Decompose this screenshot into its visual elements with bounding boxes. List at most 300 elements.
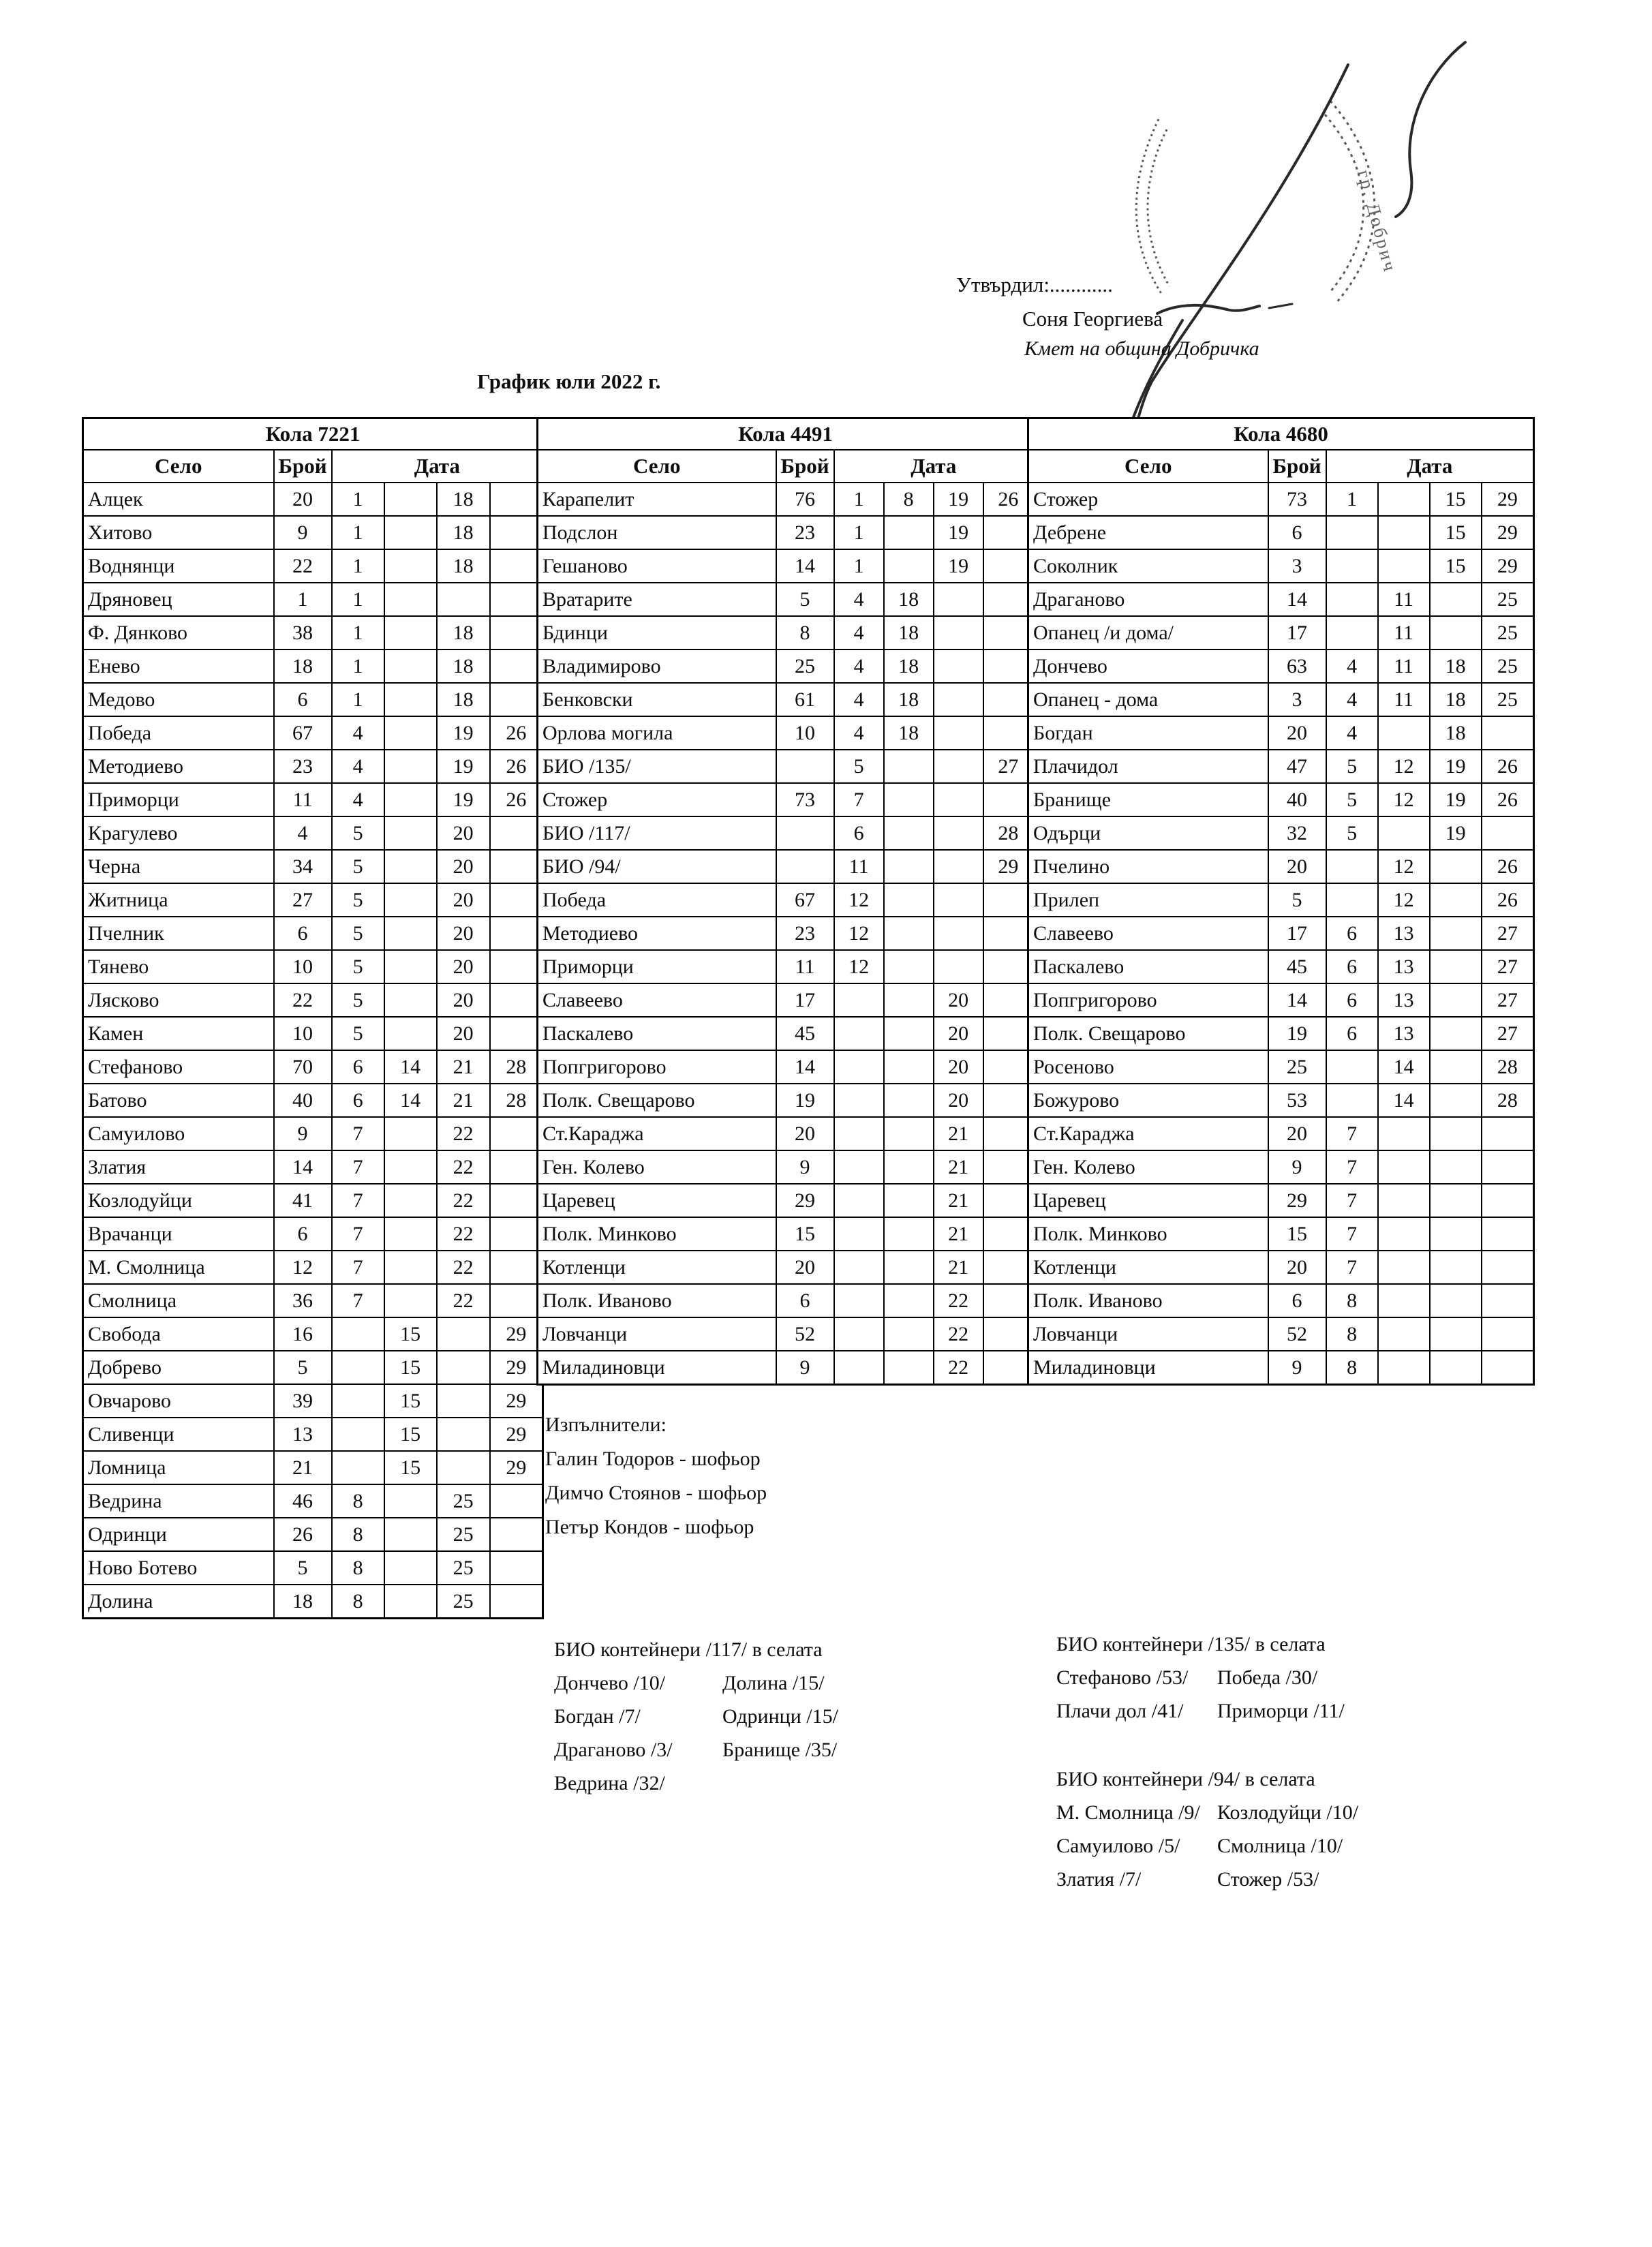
village-cell: Лясково: [83, 983, 274, 1017]
date-cell: [884, 1351, 934, 1385]
count-cell: 29: [776, 1184, 834, 1217]
village-cell: Приморци: [538, 950, 776, 983]
date-cell: [1378, 816, 1430, 850]
stamp-left-arc-icon: [1136, 119, 1169, 294]
date-cell: 26: [1482, 883, 1534, 917]
count-cell: 32: [1268, 816, 1326, 850]
village-cell: Плачидол: [1028, 750, 1268, 783]
date-cell: [490, 950, 543, 983]
date-cell: [1430, 983, 1482, 1017]
date-cell: 8: [332, 1484, 384, 1518]
date-cell: [983, 783, 1034, 816]
village-cell: Победа: [538, 883, 776, 917]
table-row: [538, 816, 1034, 850]
date-cell: [934, 716, 983, 750]
date-cell: 22: [934, 1351, 983, 1385]
date-cell: [384, 1484, 437, 1518]
date-cell: 14: [384, 1050, 437, 1084]
date-cell: 22: [437, 1251, 490, 1284]
date-cell: [983, 1251, 1034, 1284]
date-cell: 19: [1430, 816, 1482, 850]
count-cell: 23: [776, 516, 834, 549]
table-row: [83, 850, 543, 883]
date-cell: 4: [834, 616, 884, 649]
village-cell: Бенковски: [538, 683, 776, 716]
count-cell: 52: [776, 1317, 834, 1351]
date-cell: 6: [834, 816, 884, 850]
village-cell: Полк. Минково: [538, 1217, 776, 1251]
date-cell: [934, 649, 983, 683]
date-cell: [834, 1150, 884, 1184]
date-cell: 20: [437, 816, 490, 850]
date-cell: 4: [834, 716, 884, 750]
bio-list-heading: БИО контейнери /117/ в селата: [554, 1638, 823, 1661]
date-cell: 19: [934, 483, 983, 516]
date-cell: 19: [437, 750, 490, 783]
table-row: [83, 616, 543, 649]
count-cell: 46: [274, 1484, 332, 1518]
table-row: [83, 1451, 543, 1484]
date-cell: 5: [1326, 816, 1378, 850]
date-cell: [884, 1017, 934, 1050]
date-cell: 12: [834, 917, 884, 950]
date-cell: 28: [490, 1050, 543, 1084]
count-cell: 61: [776, 683, 834, 716]
village-cell: Житница: [83, 883, 274, 917]
stamp-text: гр. Добрич: [1353, 167, 1401, 275]
date-cell: [490, 816, 543, 850]
village-cell: Медово: [83, 683, 274, 716]
village-cell: Одринци: [83, 1518, 274, 1551]
count-cell: 3: [1268, 683, 1326, 716]
village-cell: Паскалево: [538, 1017, 776, 1050]
date-cell: [1482, 1284, 1534, 1317]
car-header-row: [83, 418, 543, 450]
date-cell: 25: [437, 1484, 490, 1518]
village-cell: М. Смолница: [83, 1251, 274, 1284]
date-cell: 5: [332, 917, 384, 950]
village-cell: Пчелник: [83, 917, 274, 950]
village-cell: Славеево: [1028, 917, 1268, 950]
date-cell: [1430, 917, 1482, 950]
table-row: [538, 549, 1034, 583]
date-cell: [437, 1418, 490, 1451]
date-cell: 1: [332, 616, 384, 649]
date-cell: 6: [1326, 983, 1378, 1017]
village-cell: Бдинци: [538, 616, 776, 649]
date-cell: [1378, 1117, 1430, 1150]
table-row: [83, 1384, 543, 1418]
date-cell: 13: [1378, 1017, 1430, 1050]
date-cell: 6: [1326, 917, 1378, 950]
count-cell: 5: [274, 1351, 332, 1384]
village-cell: Козлодуйци: [83, 1184, 274, 1217]
date-cell: 22: [437, 1184, 490, 1217]
date-cell: [1378, 483, 1430, 516]
count-cell: 6: [1268, 1284, 1326, 1317]
page-title: График юли 2022 г.: [477, 369, 661, 393]
bio-list-117: [554, 1633, 838, 1800]
count-cell: 25: [1268, 1050, 1326, 1084]
count-cell: 26: [274, 1518, 332, 1551]
table-row: [1028, 1117, 1534, 1150]
date-cell: 20: [437, 983, 490, 1017]
table-row: [538, 1284, 1034, 1317]
bio-list-item: Козлодуйци /10/: [1217, 1801, 1359, 1824]
table-row: [1028, 1150, 1534, 1184]
date-cell: 27: [983, 750, 1034, 783]
date-cell: [1378, 1251, 1430, 1284]
date-cell: [332, 1317, 384, 1351]
table-row: [538, 850, 1034, 883]
bio-list-column: [1217, 1661, 1345, 1728]
count-cell: 12: [274, 1251, 332, 1284]
date-cell: [384, 649, 437, 683]
count-cell: 14: [776, 1050, 834, 1084]
date-cell: 12: [834, 950, 884, 983]
date-cell: [384, 1217, 437, 1251]
date-cell: [384, 917, 437, 950]
count-cell: 20: [776, 1117, 834, 1150]
date-cell: [384, 1551, 437, 1585]
table-row: [1028, 750, 1534, 783]
village-cell: Богдан: [1028, 716, 1268, 750]
date-cell: [983, 1351, 1034, 1385]
executors-list: [545, 1442, 767, 1544]
table-row: [1028, 549, 1534, 583]
date-cell: 1: [332, 483, 384, 516]
table-row: [538, 1251, 1034, 1284]
date-cell: [1326, 850, 1378, 883]
date-cell: [490, 483, 543, 516]
date-cell: 4: [332, 783, 384, 816]
table-row: [83, 1351, 543, 1384]
date-cell: 22: [437, 1284, 490, 1317]
date-cell: 21: [437, 1084, 490, 1117]
date-cell: 5: [332, 1017, 384, 1050]
table-row: [83, 583, 543, 616]
date-cell: [384, 850, 437, 883]
date-cell: [884, 1217, 934, 1251]
bio-list-column: [1056, 1661, 1217, 1728]
village-cell: Победа: [83, 716, 274, 750]
date-cell: [384, 616, 437, 649]
date-cell: 18: [884, 716, 934, 750]
table-row: [1028, 1050, 1534, 1084]
table-row: [538, 716, 1034, 750]
column-header-row: [538, 450, 1034, 483]
count-cell: 40: [274, 1084, 332, 1117]
date-cell: [1430, 583, 1482, 616]
village-cell: Царевец: [1028, 1184, 1268, 1217]
table-row: [83, 1150, 543, 1184]
date-cell: 8: [332, 1585, 384, 1619]
date-cell: 6: [1326, 950, 1378, 983]
bio-list-item: Богдан /7/: [554, 1705, 641, 1728]
date-cell: [1482, 716, 1534, 750]
date-cell: [1430, 1217, 1482, 1251]
car-header-row: [538, 418, 1034, 450]
village-cell: Котленци: [1028, 1251, 1268, 1284]
count-cell: 53: [1268, 1084, 1326, 1117]
village-cell: Дончево: [1028, 649, 1268, 683]
date-cell: 15: [384, 1317, 437, 1351]
count-cell: 18: [274, 649, 332, 683]
table-row: [1028, 850, 1534, 883]
date-cell: [884, 950, 934, 983]
village-cell: Подслон: [538, 516, 776, 549]
date-cell: 5: [332, 983, 384, 1017]
village-cell: Тянево: [83, 950, 274, 983]
date-cell: [490, 583, 543, 616]
date-cell: [1378, 549, 1430, 583]
date-cell: [834, 1050, 884, 1084]
date-cell: [384, 1585, 437, 1619]
count-cell: 10: [274, 1017, 332, 1050]
table-row: [83, 1084, 543, 1117]
date-cell: [1430, 616, 1482, 649]
date-cell: [1378, 1184, 1430, 1217]
date-cell: 5: [1326, 750, 1378, 783]
approval-label: Утвърдил:............: [956, 273, 1113, 296]
village-cell: Орлова могила: [538, 716, 776, 750]
date-cell: 1: [834, 483, 884, 516]
date-cell: [384, 1251, 437, 1284]
date-cell: [437, 1317, 490, 1351]
count-cell: 20: [1268, 850, 1326, 883]
count-cell: 9: [776, 1150, 834, 1184]
date-cell: [1482, 1217, 1534, 1251]
date-cell: [490, 1217, 543, 1251]
village-cell: Свобода: [83, 1317, 274, 1351]
count-cell: 67: [274, 716, 332, 750]
date-cell: [490, 983, 543, 1017]
village-cell: Ф. Дянково: [83, 616, 274, 649]
date-cell: [490, 1117, 543, 1150]
table-row: [83, 483, 543, 516]
date-cell: [1326, 1084, 1378, 1117]
date-cell: [490, 1284, 543, 1317]
approver-title: Кмет на община Добричка: [1024, 337, 1259, 360]
count-cell: 41: [274, 1184, 332, 1217]
date-cell: [1430, 1184, 1482, 1217]
date-cell: 18: [1430, 716, 1482, 750]
date-cell: 18: [437, 649, 490, 683]
date-cell: [884, 1150, 934, 1184]
count-cell: 3: [1268, 549, 1326, 583]
table-row: [83, 950, 543, 983]
table-row: [83, 1017, 543, 1050]
column-header-count: Брой: [1268, 450, 1326, 483]
table-row: [83, 1284, 543, 1317]
table-row: [1028, 1284, 1534, 1317]
table-row: [538, 983, 1034, 1017]
date-cell: 27: [1482, 917, 1534, 950]
village-cell: Воднянци: [83, 549, 274, 583]
column-header-count: Брой: [274, 450, 332, 483]
date-cell: 18: [884, 683, 934, 716]
village-cell: Славеево: [538, 983, 776, 1017]
date-cell: [384, 516, 437, 549]
count-cell: [776, 750, 834, 783]
table-row: [83, 1184, 543, 1217]
date-cell: 22: [437, 1150, 490, 1184]
table-row: [538, 616, 1034, 649]
date-cell: [983, 983, 1034, 1017]
date-cell: [884, 1284, 934, 1317]
table-row: [83, 1050, 543, 1084]
date-cell: [983, 549, 1034, 583]
date-cell: [490, 549, 543, 583]
date-cell: [1430, 1017, 1482, 1050]
count-cell: 27: [274, 883, 332, 917]
table-row: [83, 917, 543, 950]
date-cell: [934, 750, 983, 783]
village-cell: Стожер: [538, 783, 776, 816]
date-cell: 29: [1482, 483, 1534, 516]
count-cell: [776, 816, 834, 850]
date-cell: [983, 883, 1034, 917]
table-row: [538, 1184, 1034, 1217]
table-row: [538, 1217, 1034, 1251]
table-row: [83, 1117, 543, 1150]
date-cell: [884, 783, 934, 816]
village-cell: Соколник: [1028, 549, 1268, 583]
date-cell: 7: [332, 1284, 384, 1317]
count-cell: 17: [776, 983, 834, 1017]
table-row: [1028, 883, 1534, 917]
count-cell: 6: [274, 917, 332, 950]
date-cell: [934, 616, 983, 649]
date-cell: 22: [437, 1217, 490, 1251]
count-cell: 20: [776, 1251, 834, 1284]
table-row: [538, 883, 1034, 917]
column-header-date: Дата: [332, 450, 543, 483]
village-cell: БИО /135/: [538, 750, 776, 783]
date-cell: 1: [332, 583, 384, 616]
count-cell: 29: [1268, 1184, 1326, 1217]
date-cell: 4: [1326, 683, 1378, 716]
table-row: [83, 816, 543, 850]
date-cell: 7: [332, 1217, 384, 1251]
count-cell: 6: [274, 1217, 332, 1251]
date-cell: [1430, 1351, 1482, 1385]
date-cell: [884, 1317, 934, 1351]
date-cell: [1430, 1150, 1482, 1184]
count-cell: 5: [776, 583, 834, 616]
date-cell: 8: [332, 1551, 384, 1585]
village-cell: Ген. Колево: [1028, 1150, 1268, 1184]
village-cell: Ломница: [83, 1451, 274, 1484]
village-cell: Врачанци: [83, 1217, 274, 1251]
date-cell: 18: [437, 616, 490, 649]
date-cell: 14: [1378, 1084, 1430, 1117]
count-cell: 20: [1268, 1251, 1326, 1284]
date-cell: 4: [834, 683, 884, 716]
date-cell: [1326, 583, 1378, 616]
date-cell: 4: [332, 716, 384, 750]
date-cell: [384, 1117, 437, 1150]
date-cell: [384, 549, 437, 583]
date-cell: [1482, 816, 1534, 850]
table-row: [83, 1551, 543, 1585]
date-cell: [490, 616, 543, 649]
village-cell: Полк. Минково: [1028, 1217, 1268, 1251]
count-cell: 1: [274, 583, 332, 616]
village-cell: Ст.Караджа: [538, 1117, 776, 1150]
date-cell: [884, 850, 934, 883]
date-cell: 26: [1482, 750, 1534, 783]
date-cell: 20: [437, 883, 490, 917]
count-cell: 15: [776, 1217, 834, 1251]
date-cell: 21: [934, 1184, 983, 1217]
table-row: [1028, 1184, 1534, 1217]
date-cell: [1326, 883, 1378, 917]
date-cell: [884, 516, 934, 549]
table-row: [83, 883, 543, 917]
date-cell: [884, 816, 934, 850]
date-cell: 27: [1482, 950, 1534, 983]
count-cell: 10: [776, 716, 834, 750]
date-cell: 4: [1326, 649, 1378, 683]
date-cell: 18: [437, 516, 490, 549]
date-cell: 11: [1378, 649, 1430, 683]
date-cell: 7: [834, 783, 884, 816]
table-row: [83, 1585, 543, 1619]
car-label: Кола 4680: [1028, 418, 1534, 450]
date-cell: [884, 1084, 934, 1117]
date-cell: 13: [1378, 983, 1430, 1017]
date-cell: 28: [1482, 1084, 1534, 1117]
bio-list-item: Ведрина /32/: [554, 1772, 665, 1794]
date-cell: 15: [384, 1451, 437, 1484]
date-cell: [834, 1217, 884, 1251]
count-cell: 22: [274, 983, 332, 1017]
car-header-row: [1028, 418, 1534, 450]
count-cell: 20: [1268, 716, 1326, 750]
village-cell: Хитово: [83, 516, 274, 549]
count-cell: 40: [1268, 783, 1326, 816]
date-cell: 11: [1378, 616, 1430, 649]
bio-list-item: Драганово /3/: [554, 1739, 673, 1761]
date-cell: [490, 1251, 543, 1284]
bio-list-column: [554, 1666, 722, 1800]
table-row: [538, 750, 1034, 783]
date-cell: [1430, 950, 1482, 983]
count-cell: 9: [776, 1351, 834, 1385]
village-cell: Росеново: [1028, 1050, 1268, 1084]
table-row: [1028, 683, 1534, 716]
date-cell: [983, 1150, 1034, 1184]
date-cell: 15: [384, 1418, 437, 1451]
date-cell: [1430, 1284, 1482, 1317]
count-cell: 11: [274, 783, 332, 816]
date-cell: 26: [983, 483, 1034, 516]
count-cell: 4: [274, 816, 332, 850]
date-cell: 28: [983, 816, 1034, 850]
table-row: [1028, 1317, 1534, 1351]
date-cell: 1: [332, 649, 384, 683]
date-cell: 20: [934, 1084, 983, 1117]
count-cell: 73: [776, 783, 834, 816]
date-cell: 11: [1378, 683, 1430, 716]
count-cell: 8: [776, 616, 834, 649]
date-cell: 18: [437, 683, 490, 716]
date-cell: 19: [1430, 783, 1482, 816]
date-cell: 20: [437, 917, 490, 950]
count-cell: 15: [1268, 1217, 1326, 1251]
table-kola-4680: [1027, 417, 1535, 1386]
